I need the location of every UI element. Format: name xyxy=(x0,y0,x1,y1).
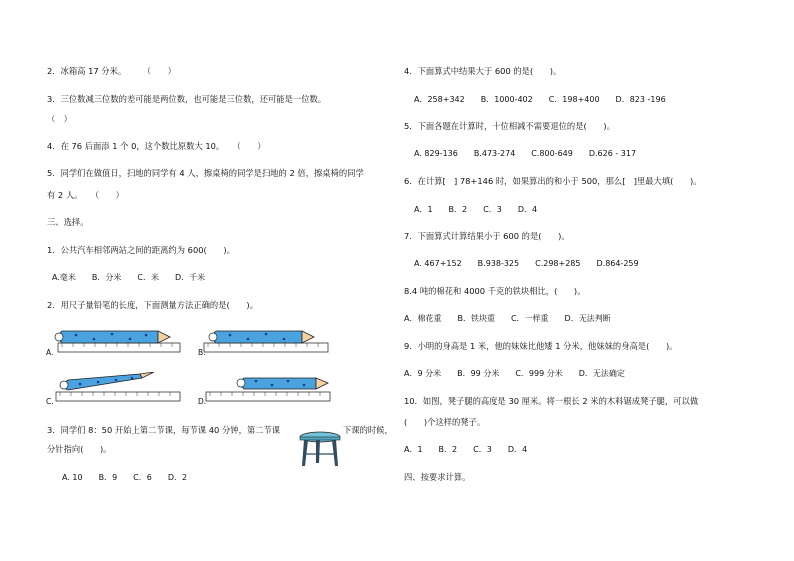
option-label-b: B. xyxy=(198,348,206,357)
choice-q2: 2．用尺子量铅笔的长度，下面测量方法正确的是( )。 xyxy=(47,300,258,310)
option-label-d: D. xyxy=(198,397,207,406)
choice-q1: 1．公共汽车相邻两站之间的距离约为 600( )。 xyxy=(47,245,235,255)
choice-q7: 7．下面算式计算结果小于 600 的是( )。 xyxy=(404,231,570,241)
choice-q4-options: A．258+342 B．1000-402 C．198+400 D．823 -196 xyxy=(414,95,666,104)
ruler-figure-d xyxy=(198,372,333,406)
ruler-figure-c xyxy=(46,372,181,406)
choice-q9-options: A．9 分米 B．99 分米 C．999 分米 D．无法确定 xyxy=(404,369,625,378)
judge-q3-line2: （ ） xyxy=(47,114,72,124)
choice-q8: 8.4 吨的棉花和 4000 千克的铁块相比，( )。 xyxy=(404,286,586,296)
judge-q2: 2．冰箱高 17 分米。 （ ） xyxy=(47,66,176,76)
ruler-figure-a xyxy=(46,325,181,359)
judge-q5-line2: 有 2 人。 （ ） xyxy=(47,190,124,200)
section-3-title: 三、选择。 xyxy=(47,217,89,227)
choice-q6-options: A．1 B．2 C．3 D．4 xyxy=(414,205,538,214)
choice-q9: 9．小明的身高是 1 米，他的妹妹比他矮 1 分米，他妹妹的身高是( )。 xyxy=(404,341,678,351)
choice-q5-options: A. 829-136 B.473-274 C.800-649 D.626 - 317 xyxy=(414,149,637,158)
stool-illustration xyxy=(298,430,342,472)
choice-q3-options: A. 10 B．9 C．6 D．2 xyxy=(62,473,188,482)
choice-q1-options: A.毫米 B．分米 C．米 D．千米 xyxy=(52,273,206,282)
choice-q5: 5．下面各题在计算时，十位相减不需要退位的是( )。 xyxy=(404,121,615,131)
choice-q10-line1: 10．如图，凳子腿的高度是 30 厘米。将一根长 2 米的木料锯成凳子腿，可以做 xyxy=(404,396,699,406)
choice-q3-line2: 分针指向( )。 xyxy=(47,444,112,454)
choice-q7-options: A. 467+152 B.938-325 C.298+285 D.864-259 xyxy=(414,259,639,268)
section-4-title: 四、按要求计算。 xyxy=(404,472,471,482)
choice-q4: 4．下面算式中结果大于 600 的是( )。 xyxy=(404,66,562,76)
choice-q10-options: A．1 B．2 C．3 D．4 xyxy=(404,445,528,454)
ruler-figure-b xyxy=(198,325,333,359)
choice-q6: 6．在计算[ ] 78+146 时，如果算出的和小于 500，那么[ ]里最大填( )。 xyxy=(404,176,702,186)
judge-q5-line1: 5．同学们在做值日，扫地的同学有 4 人，擦桌椅的同学是扫地的 2 倍，擦桌椅的同学 xyxy=(47,168,364,178)
choice-q10-line2: ( )个这样的凳子。 xyxy=(404,417,486,427)
option-label-a: A. xyxy=(46,348,54,357)
option-label-c: C. xyxy=(46,397,54,406)
choice-q3-line1: 3．同学们 8：50 开始上第二节课，每节课 40 分钟，第二节课 xyxy=(47,425,281,435)
judge-q4: 4．在 76 后面添 1 个 0，这个数比原数大 10。 （ ） xyxy=(47,141,266,151)
choice-q8-options: A．棉花重 B．铁块重 C．一样重 D．无法判断 xyxy=(404,314,611,323)
choice-q3-line1-end: 下课的时候， xyxy=(343,425,393,435)
judge-q3-line1: 3．三位数减三位数的差可能是两位数，也可能是三位数，还可能是一位数。 xyxy=(47,94,327,104)
